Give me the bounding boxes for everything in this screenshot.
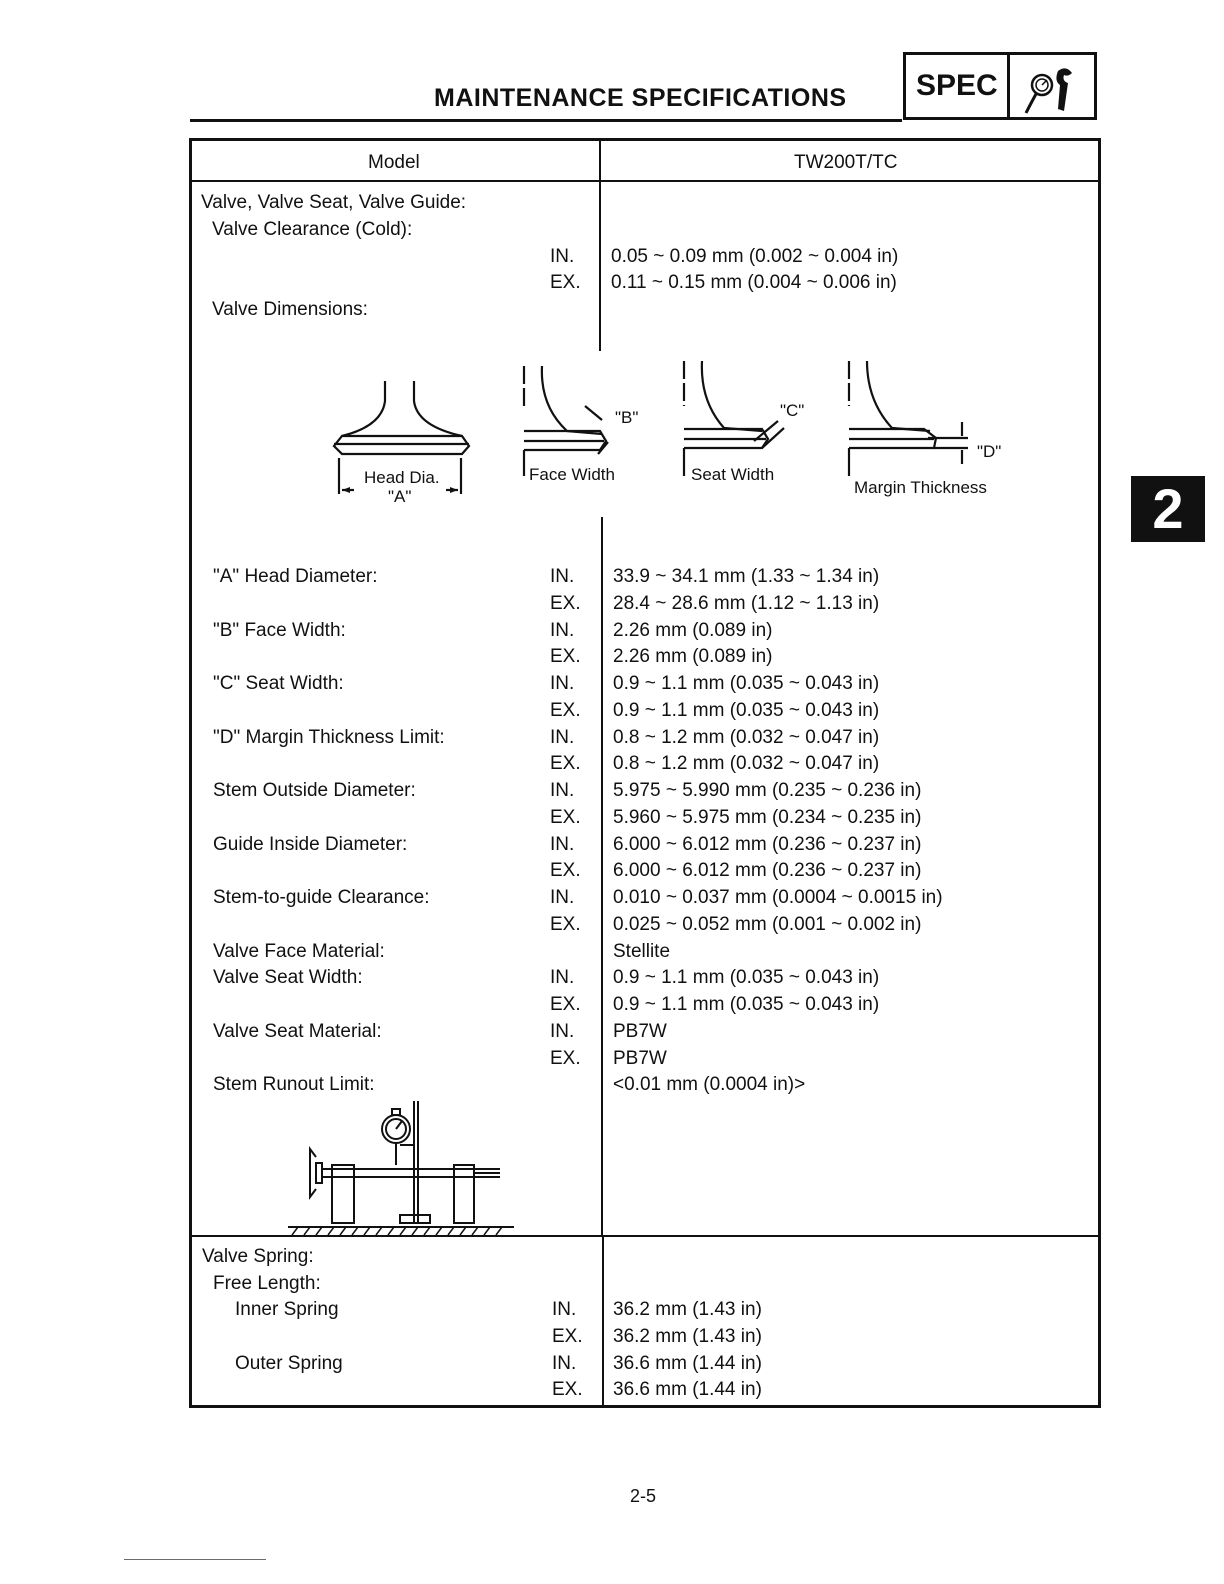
spec-value: 33.9 ~ 34.1 mm (1.33 ~ 1.34 in) — [613, 566, 880, 587]
d-mark-label: "D" — [977, 442, 1002, 461]
spec-badge-label: SPEC — [916, 69, 998, 102]
side-label: IN. — [550, 967, 575, 989]
header-divider — [599, 141, 601, 180]
spec-label: "A" Head Diameter: — [213, 566, 378, 587]
side-label: EX. — [550, 272, 581, 293]
spec-label: "B" Face Width: — [213, 619, 346, 641]
spec-label: Stem Outside Diameter: — [213, 780, 416, 801]
page-number: 2-5 — [630, 1486, 657, 1506]
spec-value: 5.975 ~ 5.990 mm (0.235 ~ 0.236 in) — [613, 780, 922, 801]
spec-value: 0.010 ~ 0.037 mm (0.0004 ~ 0.0015 in) — [613, 887, 943, 908]
spec-value: 0.11 ~ 0.15 mm (0.004 ~ 0.006 in) — [611, 272, 897, 293]
spec-value: 0.9 ~ 1.1 mm (0.035 ~ 0.043 in) — [613, 967, 880, 989]
title-underline — [190, 119, 902, 122]
spec-label: "D" Margin Thickness Limit: — [213, 726, 445, 748]
spec-value: 36.6 mm (1.44 in) — [613, 1379, 762, 1401]
seat-width-figure — [684, 361, 784, 476]
spec-value: 0.05 ~ 0.09 mm (0.002 ~ 0.004 in) — [611, 246, 899, 267]
face-width-figure — [524, 366, 608, 476]
header-rule — [192, 180, 1098, 182]
side-label: EX. — [550, 1047, 581, 1069]
spec-label: Stem Runout Limit: — [213, 1074, 375, 1096]
side-label: EX. — [550, 994, 581, 1015]
ground-hatching — [292, 1227, 502, 1235]
side-label: IN. — [550, 619, 575, 641]
side-label: EX. — [550, 592, 581, 614]
spec-value: 0.8 ~ 1.2 mm (0.032 ~ 0.047 in) — [613, 726, 880, 748]
page-title: MAINTENANCE SPECIFICATIONS — [434, 84, 847, 112]
side-label: IN. — [550, 566, 575, 587]
section-title: Valve, Valve Seat, Valve Guide: — [201, 192, 467, 213]
spec-value: 5.960 ~ 5.975 mm (0.234 ~ 0.235 in) — [613, 806, 922, 828]
spec-value: PB7W — [613, 1020, 667, 1042]
spec-value: PB7W — [613, 1047, 667, 1069]
spec-label: "C" Seat Width: — [213, 673, 344, 694]
b-mark-label: "B" — [615, 408, 639, 427]
spec-badge — [903, 52, 1097, 120]
side-label: EX. — [550, 913, 581, 935]
a-mark-label: "A" — [388, 487, 412, 506]
side-label: IN. — [552, 1299, 577, 1320]
margin-thickness-label: Margin Thickness — [854, 478, 987, 497]
side-label: IN. — [550, 1020, 575, 1042]
column-divider-top — [599, 180, 601, 351]
spec-value: 0.025 ~ 0.052 mm (0.001 ~ 0.002 in) — [613, 913, 922, 935]
spec-label: Valve Seat Width: — [213, 967, 363, 989]
spec-value: <0.01 mm (0.0004 in)> — [613, 1074, 806, 1096]
side-label: IN. — [550, 780, 575, 801]
model-value-header: TW200T/TC — [794, 152, 898, 173]
column-divider-bottom — [602, 1235, 604, 1408]
spec-label: Free Length: — [213, 1273, 321, 1294]
spec-badge-divider — [1007, 55, 1010, 117]
seat-width-label: Seat Width — [691, 465, 775, 484]
spec-value: 36.2 mm (1.43 in) — [613, 1299, 762, 1320]
spec-value: 0.8 ~ 1.2 mm (0.032 ~ 0.047 in) — [613, 753, 880, 775]
spec-value: 2.26 mm (0.089 in) — [613, 619, 773, 641]
c-mark-label: "C" — [780, 401, 805, 420]
spec-label: Outer Spring — [235, 1352, 343, 1374]
chapter-tab: 2 — [1131, 476, 1205, 542]
spec-label: Inner Spring — [235, 1299, 339, 1320]
spec-value: 36.2 mm (1.43 in) — [613, 1325, 762, 1347]
runout-measurement-figure — [288, 1097, 520, 1237]
side-label: EX. — [550, 806, 581, 828]
side-label: EX. — [550, 646, 581, 668]
spec-label: Valve Seat Material: — [213, 1020, 382, 1042]
side-label: IN. — [552, 1352, 577, 1374]
spec-label: Stem-to-guide Clearance: — [213, 887, 430, 908]
dial-gauge-wrench-icon — [1018, 61, 1090, 119]
spec-table — [189, 138, 1101, 1408]
spec-value: 36.6 mm (1.44 in) — [613, 1352, 762, 1374]
side-label: IN. — [550, 833, 575, 855]
side-label: EX. — [550, 699, 581, 721]
head-dia-label: Head Dia. — [364, 468, 440, 487]
model-header: Model — [368, 152, 420, 173]
spec-label: Valve Clearance (Cold): — [212, 219, 413, 240]
section-title: Valve Spring: — [202, 1246, 314, 1267]
spec-value: 0.9 ~ 1.1 mm (0.035 ~ 0.043 in) — [613, 994, 880, 1015]
footer-link-line — [124, 1559, 266, 1560]
side-label: EX. — [552, 1325, 583, 1347]
spec-label: Valve Face Material: — [213, 940, 385, 962]
spec-value: Stellite — [613, 940, 671, 962]
spec-value: 6.000 ~ 6.012 mm (0.236 ~ 0.237 in) — [613, 833, 922, 855]
side-label: IN. — [550, 673, 575, 694]
spec-value: 2.26 mm (0.089 in) — [613, 646, 773, 668]
column-divider-mid — [601, 517, 603, 1235]
side-label: EX. — [552, 1379, 583, 1401]
side-label: IN. — [550, 726, 575, 748]
spec-label: Guide Inside Diameter: — [213, 833, 408, 855]
spec-value: 28.4 ~ 28.6 mm (1.12 ~ 1.13 in) — [613, 592, 880, 614]
side-label: IN. — [550, 887, 575, 908]
side-label: EX. — [550, 860, 581, 882]
face-width-label: Face Width — [529, 465, 615, 484]
spec-value: 6.000 ~ 6.012 mm (0.236 ~ 0.237 in) — [613, 860, 922, 882]
spec-value: 0.9 ~ 1.1 mm (0.035 ~ 0.043 in) — [613, 673, 880, 694]
side-label: EX. — [550, 753, 581, 775]
margin-thickness-figure — [849, 361, 968, 476]
spec-value: 0.9 ~ 1.1 mm (0.035 ~ 0.043 in) — [613, 699, 880, 721]
side-label: IN. — [550, 246, 575, 267]
spec-label: Valve Dimensions: — [212, 299, 368, 320]
